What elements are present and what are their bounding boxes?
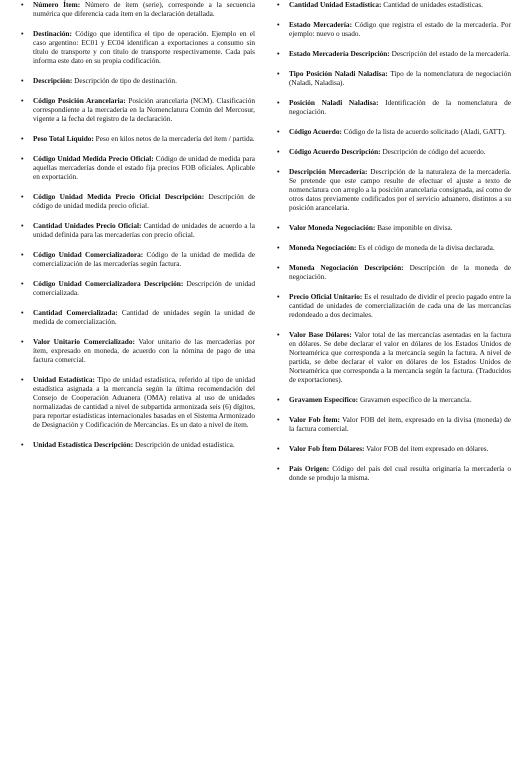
bullet-icon: • xyxy=(21,154,24,163)
bullet-icon: • xyxy=(277,395,280,404)
definition-text: Código de unidad de medida para aquellas mercaderías donde el estado fija precios FOB oficiales. Aplicable en exportación. xyxy=(33,154,255,181)
definition-item xyxy=(19,440,255,449)
definition-item xyxy=(275,127,511,136)
bullet-icon: • xyxy=(21,76,24,85)
bullet-icon: • xyxy=(277,444,280,453)
definition-item xyxy=(275,98,511,116)
bullet-icon: • xyxy=(21,279,24,288)
definition-term: Código Acuerdo Descripción: xyxy=(289,147,381,156)
definition-item xyxy=(19,0,255,18)
definition-term: Código Posición Arancelaria: xyxy=(33,96,126,105)
definition-text: Código que registra el estado de la mercadería. Por ejemplo: nuevo o usado. xyxy=(289,20,511,38)
definition-text: Valor total de las mercancías asentadas en la factura en dólares. Se debe declarar el valor en dólares de los Estados Unidos de Norteamérica que corresponda a la mercancía según la factura. A nivel de partida, se debe declarar el valor en dólares de los Estados Unidos de Norteamérica que corresponda a la mercancía según la factura. (Traducidos de exportaciones). xyxy=(289,330,511,384)
bullet-icon: • xyxy=(277,49,280,58)
bullet-icon: • xyxy=(277,415,280,424)
definition-item xyxy=(275,292,511,319)
bullet-icon: • xyxy=(277,263,280,272)
bullet-icon: • xyxy=(21,250,24,259)
definition-term: Peso Total Líquido: xyxy=(33,134,94,143)
definition-term: Código Unidad Medida Precio Oficial: xyxy=(33,154,154,163)
definition-item xyxy=(275,0,511,9)
bullet-icon: • xyxy=(21,375,24,384)
definition-text: Gravamen específico de la mercancía. xyxy=(359,395,472,404)
bullet-icon: • xyxy=(277,147,280,156)
bullet-icon: • xyxy=(21,96,24,105)
definition-term: Cantidad Comercializada: xyxy=(33,308,118,317)
definition-text: Código de la unidad de medida de comercialización de las mercaderías según factura. xyxy=(33,250,255,268)
definition-term: Gravamen Específico: xyxy=(289,395,359,404)
definition-text: Descripción del estado de la mercadería. xyxy=(391,49,510,58)
definition-text: Código de la lista de acuerdo solicitado (Aladi, GATT). xyxy=(343,127,506,136)
definition-text: Valor unitario de las mercaderías por ítem, expresado en moneda, de acuerdo con la nómina de pago de una factura comercial. xyxy=(33,337,255,364)
right-column xyxy=(275,0,511,493)
bullet-icon: • xyxy=(277,69,280,78)
definition-term: Valor Unitario Comercializado: xyxy=(33,337,135,346)
definition-text: Tipo de unidad estadística, referido al tipo de unidad estadística asignada a la mercancía según la última recomendación del Consejo de Cooperación Aduanera (OMA) relativa al uso de unidades normalizadas de cantidad a nivel de subpartida armonizada seis (6) dígitos, para reportar estadísticas internacionales basadas en el Sistema Armonizado de Designación y Codificación de Mercancías. Es un dato a nivel de ítem. xyxy=(33,375,255,429)
definition-term: Código Acuerdo: xyxy=(289,127,342,136)
definition-text: Base imponible en divisa. xyxy=(377,223,453,232)
definition-text: Cantidad de unidades de acuerdo a la unidad definida para las mercaderías con precio oficial. xyxy=(33,221,255,239)
definition-text: Peso en kilos netos de la mercadería del ítem / partida. xyxy=(95,134,255,143)
definition-item xyxy=(275,263,511,281)
definition-term: Valor Moneda Negociación: xyxy=(289,223,376,232)
definition-item xyxy=(19,221,255,239)
bullet-icon: • xyxy=(277,98,280,107)
bullet-icon: • xyxy=(277,243,280,252)
definition-text: Código que identifica el tipo de operación. Ejemplo en el caso argentino: EC01 y EC04 identifican a exportaciones a consumo sin título de transporte y con título de transporte respectivamente. Cada país informa este dato en su propia codificación. xyxy=(33,29,256,65)
definition-text: Código del país del cual resulta originaria la mercadería o donde se produjo la misma. xyxy=(289,464,511,482)
bullet-icon: • xyxy=(277,167,280,176)
definition-text: Descripción de la moneda de negociación. xyxy=(289,263,511,281)
bullet-icon: • xyxy=(277,330,280,339)
left-column xyxy=(19,0,255,460)
definition-term: Precio Oficial Unitario: xyxy=(289,292,363,301)
definition-term: Cantidad Unidad Estadística: xyxy=(289,0,382,9)
definition-text: Identificación de la nomenclatura de negociación. xyxy=(289,98,512,116)
left-definition-list xyxy=(19,0,255,449)
definition-item xyxy=(275,415,511,433)
definition-text: Cantidad de unidades estadísticas. xyxy=(383,0,483,9)
definition-text: Tipo de la nomenclatura de negociación (Naladi, Naladisa). xyxy=(289,69,511,87)
definition-item xyxy=(19,250,255,268)
definition-item xyxy=(275,243,511,252)
definition-text: Descripción de unidad estadística. xyxy=(134,440,235,449)
definition-item xyxy=(19,308,255,326)
definition-item xyxy=(19,96,255,123)
definition-item xyxy=(19,192,255,210)
bullet-icon: • xyxy=(21,134,24,143)
definition-item xyxy=(19,76,255,85)
definition-item xyxy=(19,279,255,297)
definition-term: Posición Naladi Naladisa: xyxy=(289,98,379,107)
definition-text: Valor FOB del ítem, expresado en la divisa (moneda) de la factura comercial. xyxy=(289,415,511,433)
definition-term: Descripción Mercadería: xyxy=(289,167,368,176)
bullet-icon: • xyxy=(21,308,24,317)
definition-term: Valor Base Dólares: xyxy=(289,330,352,339)
definition-text: Descripción de unidad comercializada. xyxy=(33,279,256,297)
definition-term: Moneda Negociación: xyxy=(289,243,357,252)
definition-term: Estado Mercadería: xyxy=(289,20,352,29)
definition-term: Tipo Posición Naladi Naladisa: xyxy=(289,69,388,78)
definition-item xyxy=(275,395,511,404)
right-definition-list xyxy=(275,0,511,482)
definition-term: Número Ítem: xyxy=(33,0,81,9)
definition-term: Destinación: xyxy=(33,29,72,38)
definition-item xyxy=(275,20,511,38)
definition-text: Valor FOB del ítem expresado en dólares. xyxy=(366,444,489,453)
definition-text: Número de ítem (serie), corresponde a la secuencia numérica que diferencia cada ítem en la declaración detallada. xyxy=(33,0,256,18)
definition-term: Cantidad Unidades Precio Oficial: xyxy=(33,221,142,230)
definition-item xyxy=(275,167,511,212)
definition-term: Descripción: xyxy=(33,76,73,85)
bullet-icon: • xyxy=(21,440,24,449)
definition-term: Valor Fob Ítem: xyxy=(289,415,340,424)
definition-text: Es el código de moneda de la divisa declarada. xyxy=(358,243,495,252)
definition-item xyxy=(275,49,511,58)
definition-item xyxy=(275,223,511,232)
definition-item xyxy=(275,464,511,482)
definition-item xyxy=(275,330,511,384)
definition-item xyxy=(19,29,255,65)
definition-term: Código Unidad Comercializadora Descripción: xyxy=(33,279,184,288)
definition-term: Valor Fob Ítem Dólares: xyxy=(289,444,365,453)
bullet-icon: • xyxy=(21,337,24,346)
definition-term: Código Unidad Comercializadora: xyxy=(33,250,144,259)
definition-term: Estado Mercadería Descripción: xyxy=(289,49,390,58)
bullet-icon: • xyxy=(277,0,280,9)
definition-item xyxy=(19,375,255,429)
definition-text: Descripción de la naturaleza de la mercadería. Se pretende que este campo resulte de efectuar el ajuste a texto de nomenclatura con arreglo a la posición arancelaria consignada, así como de otros datos previamente codificados por el servicio aduanero, distintos a su posición arancelaria. xyxy=(289,167,511,212)
definition-item xyxy=(19,154,255,181)
definition-text: Descripción de código de unidad medida precio oficial. xyxy=(33,192,255,210)
bullet-icon: • xyxy=(21,192,24,201)
definition-text: Descripción de tipo de destinación. xyxy=(74,76,177,85)
definition-text: Descripción de código del acuerdo. xyxy=(382,147,486,156)
bullet-icon: • xyxy=(277,20,280,29)
definition-item xyxy=(19,134,255,143)
definition-term: Moneda Negociación Descripción: xyxy=(289,263,404,272)
definition-text: Es el resultado de dividir el precio pagado entre la cantidad de unidades de comercialización de cada una de las mercancías redondeado a dos decimales. xyxy=(289,292,512,319)
bullet-icon: • xyxy=(21,0,24,9)
definition-item xyxy=(275,69,511,87)
definition-item xyxy=(275,444,511,453)
bullet-icon: • xyxy=(21,29,24,38)
bullet-icon: • xyxy=(277,464,280,473)
definition-text: Cantidad de unidades según la unidad de medida de comercialización. xyxy=(33,308,256,326)
definition-item xyxy=(275,147,511,156)
bullet-icon: • xyxy=(277,223,280,232)
definition-term: Unidad Estadística: xyxy=(33,375,95,384)
definition-text: Posición arancelaria (NCM). Clasificación correspondiente a la mercadería en la Nomenclatura Común del Mercosur, vigente a la fecha del registro de la declaración. xyxy=(33,96,255,123)
definition-term: Unidad Estadística Descripción: xyxy=(33,440,134,449)
definition-term: País Origen: xyxy=(289,464,330,473)
bullet-icon: • xyxy=(277,127,280,136)
definition-item xyxy=(19,337,255,364)
bullet-icon: • xyxy=(277,292,280,301)
bullet-icon: • xyxy=(21,221,24,230)
definition-term: Código Unidad Medida Precio Oficial Descripción: xyxy=(33,192,205,201)
